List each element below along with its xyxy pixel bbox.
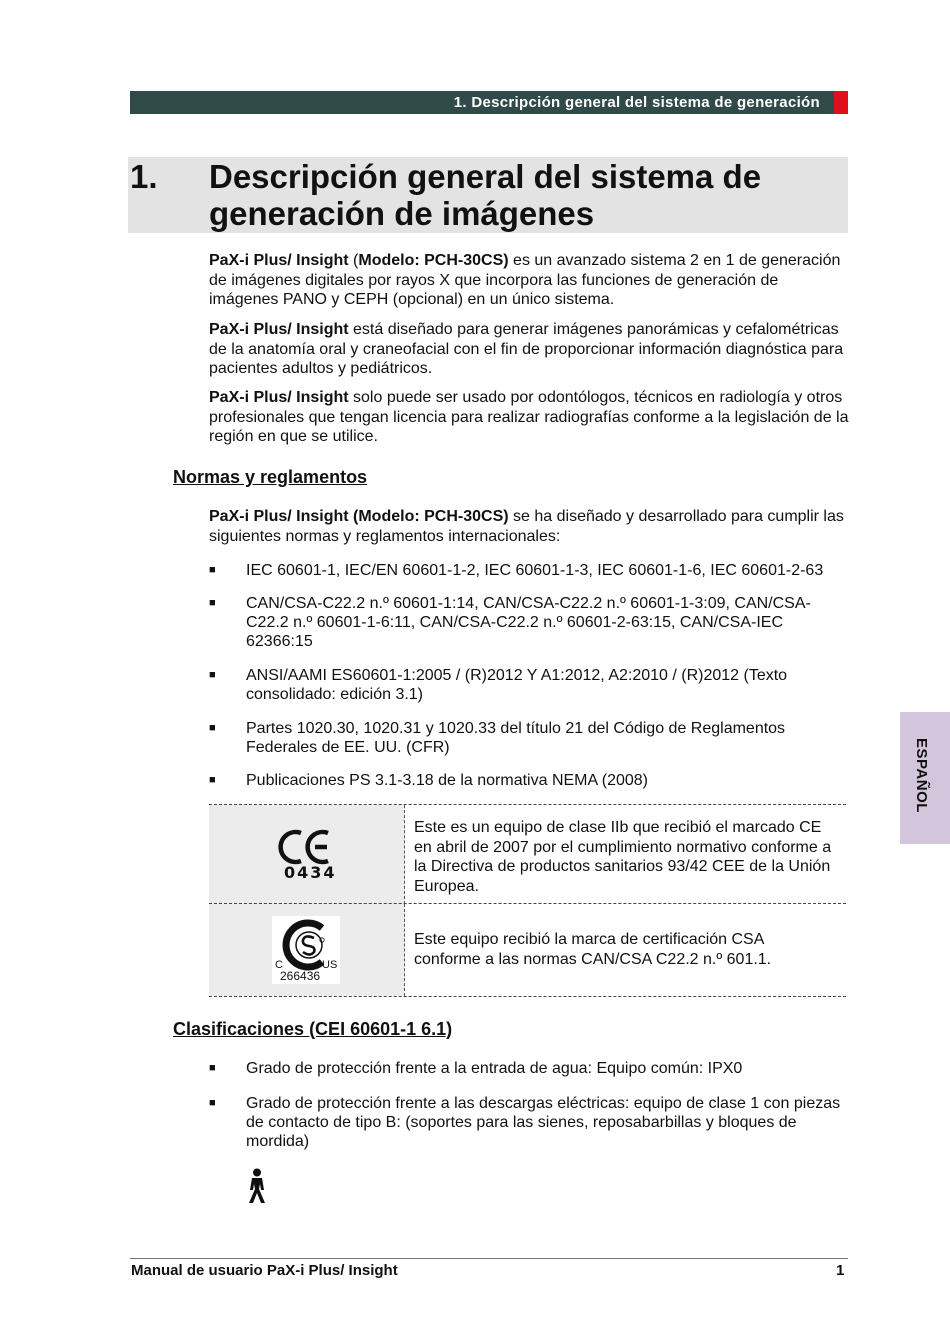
- language-side-tab-label: ESPAÑOL: [913, 738, 930, 813]
- intro-paragraph-3: [209, 388, 849, 447]
- paren-open: (: [348, 252, 359, 269]
- paragraph-text: es un avanzado sistema 2 en 1 de generación de imágenes digitales por rayos X que incorpora las funciones de generación de imágenes PANO y CEPH (opcional) en un único sistema.: [209, 252, 841, 308]
- list-item-text: ANSI/AAMI ES60601-1:2005 / (R)2012 Y A1:2012, A2:2010 / (R)2012 (Texto consolidado: edición 3.1): [246, 667, 788, 703]
- product-name: PaX-i Plus/ Insight: [209, 321, 349, 338]
- header-accent: [834, 91, 848, 114]
- list-item-text: Partes 1020.30, 1020.31 y 1020.33 del título 21 del Código de Reglamentos Federales de EE. UU. (CFR): [246, 720, 786, 756]
- product-name: PaX-i Plus/ Insight: [209, 252, 349, 269]
- section-heading-classifications: Clasificaciones (CEI 60601-1 6.1): [173, 1019, 453, 1039]
- certification-table: [209, 804, 846, 997]
- cert-row-csa: [209, 903, 846, 997]
- csa-c-label: C: [275, 959, 283, 971]
- intro-paragraph-1: [209, 251, 849, 310]
- section-heading-norms: Normas y reglamentos: [173, 467, 368, 487]
- cert-text-ce: Este es un equipo de clase IIb que recibió el marcado CE en abril de 2007 por el cumplimiento normativo conforme a la Directiva de productos sanitarios 93/42 CEE de la Unión Europea.: [414, 819, 832, 895]
- list-item: [209, 1094, 849, 1151]
- csa-logo: [272, 916, 340, 984]
- list-item-text: Grado de protección frente a la entrada de agua: Equipo común: IPX0: [246, 1060, 743, 1077]
- list-item-text: CAN/CSA-C22.2 n.º 60601-1:14, CAN/CSA-C22.2 n.º 60601-1-3:09, CAN/CSA-C22.2 n.º 60601-1-6:11, CAN/CSA-C22.2 n.º 60601-2-63:15, CAN/CSA-IEC 62366:15: [246, 595, 811, 650]
- page-number: 1: [836, 1262, 845, 1279]
- running-header: [130, 91, 848, 114]
- product-name: PaX-i Plus/ Insight: [209, 389, 349, 406]
- list-item-text: Grado de protección frente a las descargas eléctricas: equipo de clase 1 con piezas de contacto de tipo B: (soportes para las sienes, reposabarbillas y bloques de mordida): [246, 1095, 841, 1150]
- intro-paragraph-2: [209, 320, 849, 379]
- footer-divider: [130, 1258, 848, 1259]
- bullet-icon: ■: [209, 774, 216, 786]
- bullet-icon: ■: [209, 564, 216, 576]
- model-name: Modelo: PCH-30CS): [358, 252, 509, 269]
- norms-intro: [209, 507, 849, 546]
- list-item: [209, 719, 849, 757]
- bullet-icon: ■: [209, 722, 216, 734]
- cert-text-csa: Este equipo recibió la marca de certificación CSA conforme a las normas CAN/CSA C22.2 n.º 601.1.: [414, 931, 772, 968]
- list-item-text: IEC 60601-1, IEC/EN 60601-1-2, IEC 60601-1-3, IEC 60601-1-6, IEC 60601-2-63: [246, 562, 824, 579]
- list-item-text: Publicaciones PS 3.1-3.18 de la normativa NEMA (2008): [246, 772, 648, 789]
- list-item: [209, 561, 849, 580]
- chapter-title-line-2: generación de imágenes: [209, 195, 595, 232]
- bullet-icon: ■: [209, 669, 216, 681]
- list-item: [209, 771, 849, 790]
- csa-certificate-number: 266436: [280, 969, 321, 983]
- running-header-title: 1. Descripción general del sistema de generación: [453, 94, 820, 111]
- cert-row-ce: [209, 804, 846, 904]
- cert-logo-cell: [209, 904, 405, 996]
- chapter-number: 1.: [130, 158, 158, 195]
- csa-us-label: US: [322, 959, 338, 971]
- ce-mark-icon: [209, 805, 404, 904]
- list-item: [209, 666, 849, 704]
- ce-notified-body-number: 0434: [284, 863, 337, 882]
- paragraph-text: solo puede ser usado por odontólogos, técnicos en radiología y otros profesionales que tengan licencia para realizar radiografías conforme a la legislación de la región en que se utilice.: [209, 389, 849, 445]
- type-b-applied-part-icon: [244, 1168, 270, 1204]
- chapter-title: [209, 158, 829, 232]
- bullet-icon: ■: [209, 1062, 216, 1074]
- bullet-icon: ■: [209, 597, 216, 609]
- footer-manual-title: Manual de usuario PaX-i Plus/ Insight: [131, 1262, 398, 1279]
- paragraph-text: está diseñado para generar imágenes panorámicas y cefalométricas de la anatomía oral y craneofacial con el fin de proporcionar información diagnóstica para pacientes adultos y pediátricos.: [209, 321, 844, 377]
- cert-logo-cell: [209, 805, 405, 904]
- paragraph-text: se ha diseñado y desarrollado para cumplir las siguientes normas y reglamentos internacionales:: [209, 508, 844, 545]
- chapter-title-line-1: Descripción general del sistema de: [209, 158, 762, 195]
- list-item: [209, 1059, 849, 1078]
- product-model-name: PaX-i Plus/ Insight (Modelo: PCH-30CS): [209, 508, 509, 525]
- language-side-tab: [900, 712, 950, 844]
- bullet-icon: ■: [209, 1097, 216, 1109]
- list-item: [209, 594, 849, 651]
